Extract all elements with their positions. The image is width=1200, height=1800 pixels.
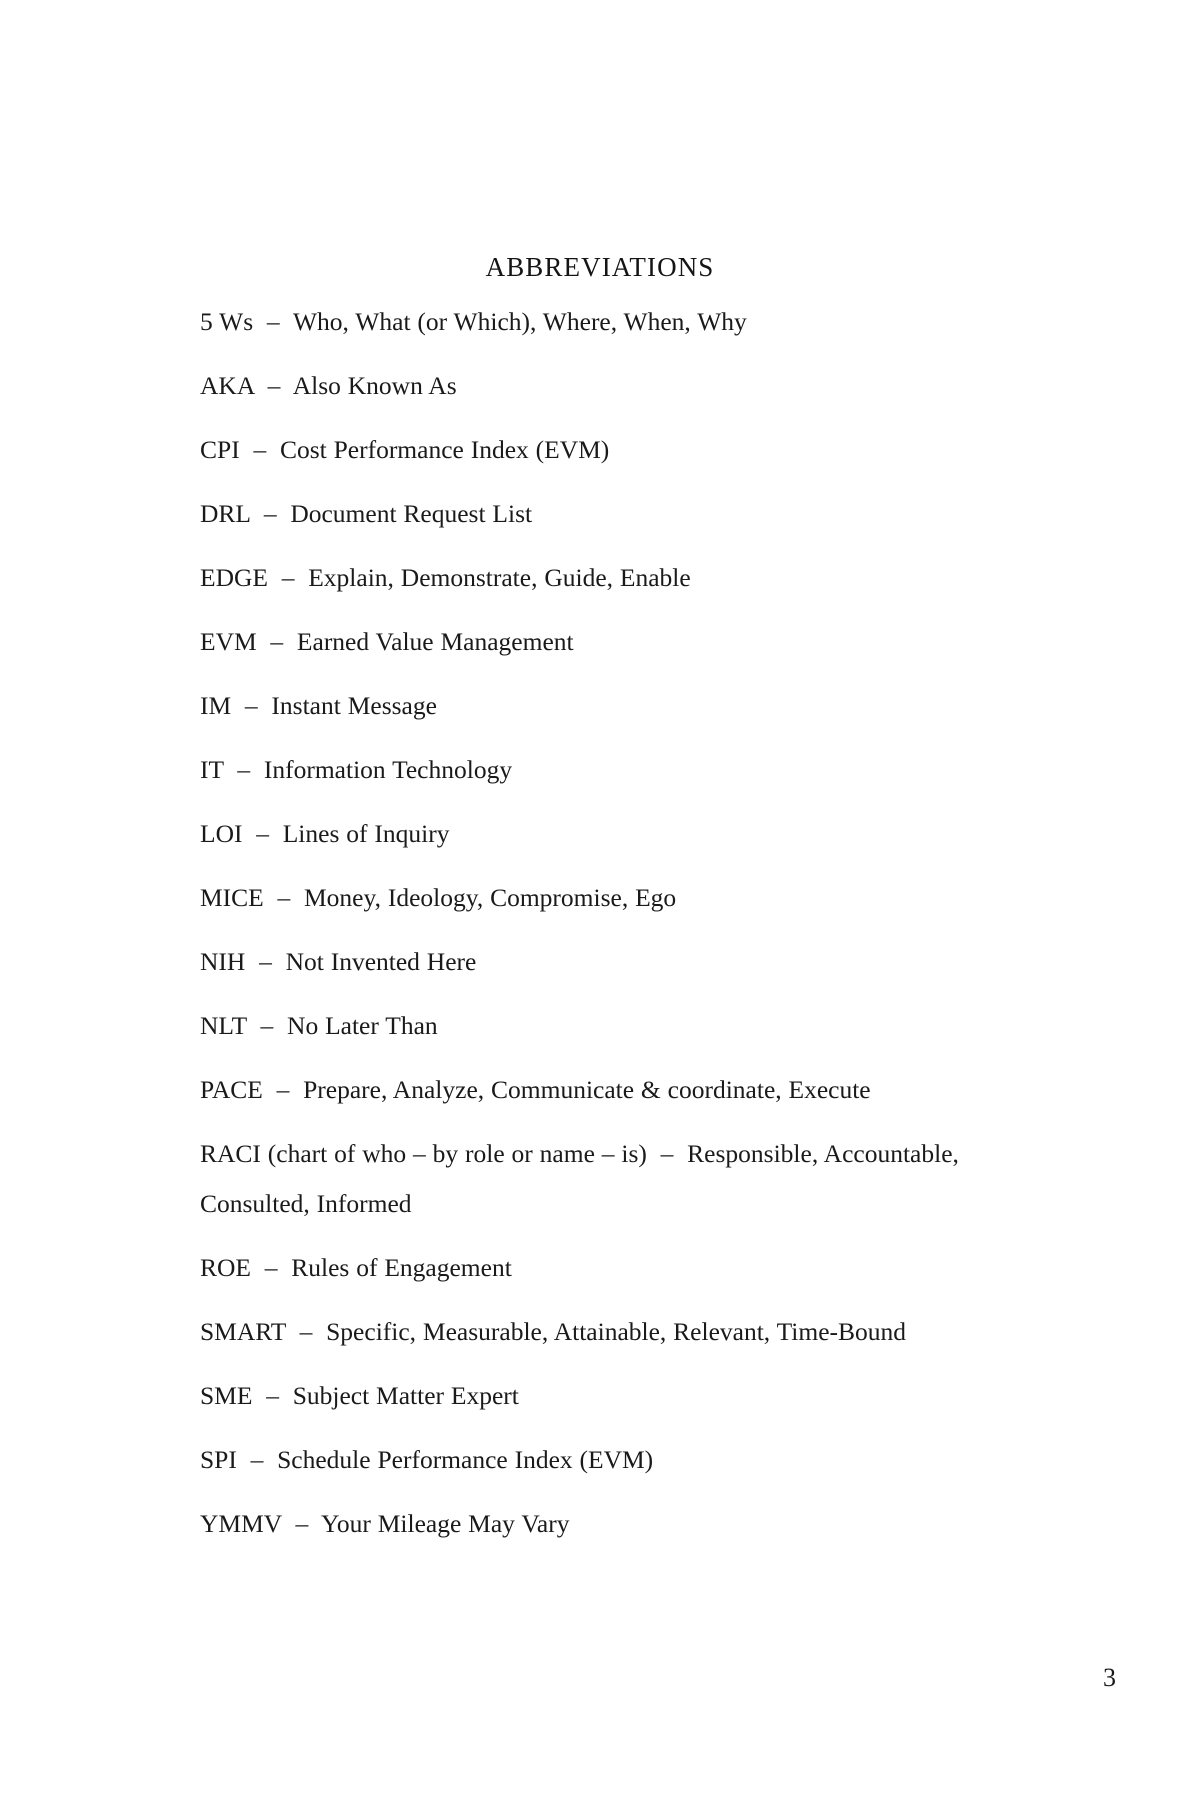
- abbreviation-expansion: Document Request List: [290, 499, 533, 528]
- abbreviation-term: SMART: [200, 1317, 286, 1346]
- abbreviation-entry: [200, 1129, 1030, 1229]
- abbreviation-expansion: Money, Ideology, Compromise, Ego: [304, 883, 677, 912]
- abbreviation-expansion: Who, What (or Which), Where, When, Why: [292, 307, 747, 336]
- abbreviation-separator-dash: –: [281, 1509, 322, 1538]
- abbreviation-entry: [200, 1065, 1030, 1115]
- abbreviation-term: 5 Ws: [200, 307, 254, 336]
- abbreviation-separator-dash: –: [250, 499, 291, 528]
- abbreviation-term: CPI: [200, 435, 240, 464]
- abbreviation-separator-dash: –: [285, 1317, 327, 1346]
- abbreviation-expansion: Rules of Engagement: [291, 1253, 512, 1282]
- abbreviation-separator-dash: –: [245, 947, 286, 976]
- abbreviation-separator-dash: –: [252, 1381, 293, 1410]
- abbreviation-expansion: Not Invented Here: [285, 947, 477, 976]
- abbreviation-separator-dash: –: [236, 1445, 278, 1474]
- abbreviation-expansion: Prepare, Analyze, Communicate & coordinate, Execute: [303, 1075, 871, 1104]
- abbreviation-term: MICE: [200, 883, 264, 912]
- abbreviation-term: IT: [200, 755, 224, 784]
- abbreviation-expansion: Instant Message: [271, 691, 437, 720]
- abbreviation-separator-dash: –: [242, 819, 283, 848]
- abbreviation-expansion: Explain, Demonstrate, Guide, Enable: [308, 563, 691, 592]
- abbreviation-separator-dash: –: [263, 883, 304, 912]
- abbreviation-separator-dash: –: [253, 371, 293, 400]
- abbreviation-entry: [200, 873, 1030, 923]
- abbreviation-expansion: Also Known As: [292, 371, 457, 400]
- abbreviation-expansion: Responsible, Accountable, Consulted, Informed: [200, 1139, 959, 1218]
- abbreviation-entry: [200, 937, 1030, 987]
- abbreviation-term: SPI: [200, 1445, 237, 1474]
- abbreviation-separator-dash: –: [239, 435, 280, 464]
- abbreviation-entry: [200, 1499, 1030, 1549]
- abbreviation-term: LOI: [200, 819, 243, 848]
- abbreviation-term: SME: [200, 1381, 253, 1410]
- abbreviations-list: [200, 297, 1030, 1549]
- abbreviation-entry: [200, 297, 1030, 347]
- abbreviation-entry: [200, 425, 1030, 475]
- abbreviation-term: RACI (chart of who – by role or name – is): [200, 1139, 647, 1168]
- abbreviation-term: ROE: [200, 1253, 251, 1282]
- abbreviation-term: IM: [200, 691, 232, 720]
- abbreviation-entry: [200, 1001, 1030, 1051]
- abbreviation-term: AKA: [200, 371, 254, 400]
- abbreviation-separator-dash: –: [262, 1075, 304, 1104]
- abbreviation-entry: [200, 745, 1030, 795]
- abbreviation-entry: [200, 489, 1030, 539]
- abbreviation-separator-dash: –: [251, 1253, 292, 1282]
- abbreviation-expansion: Your Mileage May Vary: [321, 1509, 570, 1538]
- abbreviation-separator-dash: –: [231, 691, 272, 720]
- abbreviation-entry: [200, 681, 1030, 731]
- abbreviation-term: YMMV: [200, 1509, 282, 1538]
- abbreviation-entry: [200, 361, 1030, 411]
- page-number: 3: [1103, 1663, 1116, 1692]
- abbreviation-term: DRL: [200, 499, 251, 528]
- abbreviation-entry: [200, 617, 1030, 667]
- abbreviation-entry: [200, 1307, 1030, 1357]
- abbreviation-entry: [200, 553, 1030, 603]
- abbreviation-expansion: Cost Performance Index (EVM): [279, 435, 610, 464]
- abbreviation-separator-dash: –: [256, 627, 297, 656]
- abbreviation-entry: [200, 1435, 1030, 1485]
- abbreviation-expansion: Specific, Measurable, Attainable, Relevant, Time-Bound: [326, 1317, 907, 1346]
- abbreviation-entry: [200, 809, 1030, 859]
- abbreviation-expansion: No Later Than: [287, 1011, 438, 1040]
- page-title: ABBREVIATIONS: [485, 252, 715, 283]
- abbreviation-separator-dash: –: [267, 563, 309, 592]
- abbreviation-separator-dash: –: [253, 307, 293, 336]
- abbreviation-separator-dash: –: [223, 755, 264, 784]
- abbreviation-term: NLT: [200, 1011, 247, 1040]
- abbreviation-separator-dash: –: [246, 1011, 288, 1040]
- abbreviation-expansion: Schedule Performance Index (EVM): [277, 1445, 654, 1474]
- abbreviation-term: EVM: [200, 627, 257, 656]
- abbreviation-expansion: Earned Value Management: [296, 627, 574, 656]
- abbreviation-expansion: Lines of Inquiry: [282, 819, 450, 848]
- abbreviation-term: NIH: [200, 947, 246, 976]
- abbreviation-entry: [200, 1243, 1030, 1293]
- abbreviation-separator-dash: –: [646, 1139, 688, 1168]
- abbreviation-expansion: Information Technology: [263, 755, 513, 784]
- abbreviation-entry: [200, 1371, 1030, 1421]
- abbreviation-term: EDGE: [200, 563, 268, 592]
- abbreviation-expansion: Subject Matter Expert: [292, 1381, 519, 1410]
- abbreviation-term: PACE: [200, 1075, 263, 1104]
